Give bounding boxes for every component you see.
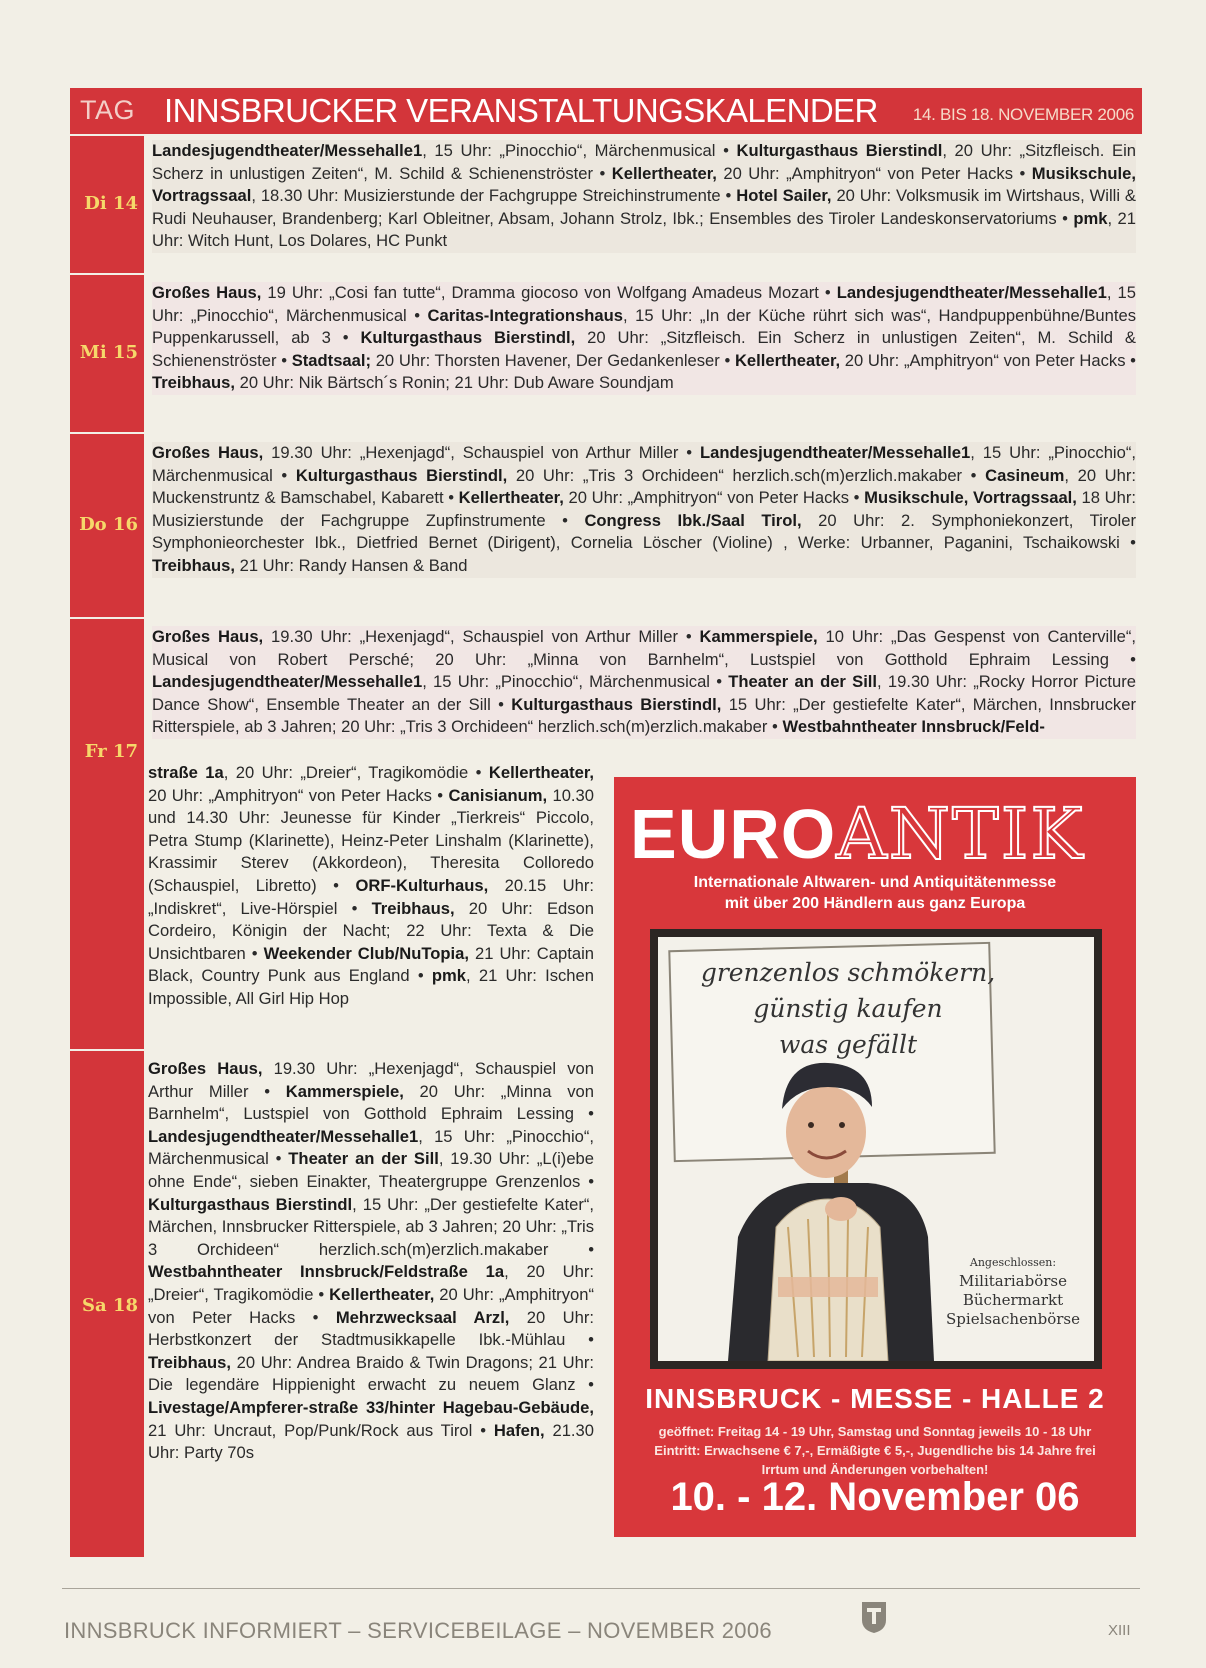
ad-date: 10. - 12. November 06 [670, 1475, 1080, 1519]
ad-opening-hours: geöffnet: Freitag 14 - 19 Uhr, Samstag und Sonntag jeweils 10 - 18 Uhr [658, 1424, 1092, 1439]
day-label: Sa 18 [82, 1295, 138, 1316]
ad-subtitle [614, 872, 1136, 914]
ad-info [614, 1422, 1136, 1479]
ad-slogan [688, 955, 1008, 1063]
ad-attached-2: Büchermarkt [962, 1291, 1064, 1309]
ad-attached-3: Spielsachenbörse [946, 1310, 1080, 1328]
day-entries-mi-15: Großes Haus, 19 Uhr: „Cosi fan tutte“, Dramma giocoso von Wolfgang Amadeus Mozart • Landesjugendtheater/Messehalle1, 15 Uhr: „Pinocchio“, Märchenmusical • Caritas-Integrationshaus, 15 Uhr: „In der Küche rührt sich was“, Handpuppenbühne/Buntes Puppenkarussell, ab 3 • Kulturgasthaus Bierstindl, 20 Uhr: „Sitzfleisch. Ein Scherz in unlustigen Zeiten“, M. Schild & Schienenströster • Stadtsaal; 20 Uhr: Thorsten Havener, Der Gedankenleser • Kellertheater, 20 Uhr: „Amphitryon“ von Peter Hacks • Treibhaus, 20 Uhr: Nik Bärtsch´s Ronin; 21 Uhr: Dub Aware Soundjam [152, 282, 1136, 395]
ad-attached-title: Angeschlossen: [969, 1256, 1057, 1269]
header-tag: TAG [80, 95, 135, 125]
day-entries-fr-17-continued: straße 1a, 20 Uhr: „Dreier“, Tragikomödie • Kellertheater, 20 Uhr: „Amphitryon“ von Peter Hacks • Canisianum, 10.30 und 14.30 Uhr: Jeunesse für Kinder „Tierkreis“ Piccolo, Petra Stump (Klarinette), Heinz-Peter Linshalm (Klarinette), Krassimir Sterev (Akkordeon), Theresita Colloredo (Schauspiel, Libretto) • ORF-Kulturhaus, 20.15 Uhr: „Indiskret“, Live-Hörspiel • Treibhaus, 20 Uhr: Edson Cordeiro, Königin der Nacht; 22 Uhr: Texta & Die Unsichtbaren • Weekender Club/NuTopia, 21 Uhr: Captain Black, Country Punk aus England • pmk, 21 Uhr: Ischen Impossible, All Girl Hip Hop [148, 763, 595, 1008]
day-entries-di-14: Landesjugendtheater/Messehalle1, 15 Uhr: „Pinocchio“, Märchenmusical • Kulturgasthaus Bierstindl, 20 Uhr: „Sitzfleisch. Ein Scherz in unlustigen Zeiten“, M. Schild & Schienenströster • Kellertheater, 20 Uhr: „Amphitryon“ von Peter Hacks • Musikschule, Vortragssaal, 18.30 Uhr: Musizierstunde der Fachgruppe Streichinstrumente • Hotel Sailer, 20 Uhr: Volksmusik im Wirtshaus, Willi & Rudi Neuhauser, Brandenberg; Karl Obleitner, Absam, Johann Strolz, Ibk.; Ensembles des Tiroler Landeskonservatoriums • pmk, 21 Uhr: Witch Hunt, Los Dolares, HC Punkt [152, 140, 1136, 253]
ad-brand-part2: ANTIK [836, 793, 1085, 875]
day-cell-do-16 [70, 432, 144, 617]
day-cell-di-14 [70, 134, 144, 273]
day-entries-fr-17: Großes Haus, 19.30 Uhr: „Hexenjagd“, Schauspiel von Arthur Miller • Kammerspiele, 10 Uhr: „Das Gespenst von Canterville“, Musical von Robert Persché; 20 Uhr: „Minna von Barnhelm“, Lustspiel von Gotthold Ephraim Lessing • Landesjugendtheater/Messehalle1, 15 Uhr: „Pinocchio“, Märchenmusical • Theater an der Sill, 19.30 Uhr: „Rocky Horror Picture Dance Show“, Ensemble Theater an der Sill • Kulturgasthaus Bierstindl, 15 Uhr: „Der gestiefelte Kater“, Märchen, Innsbrucker Ritterspiele, ab 3 Jahren; 20 Uhr: „Tris 3 Orchideen“ herzlich.sch(m)erzlich.makaber • Westbahntheater Innsbruck/Feld- [152, 626, 1136, 739]
ad-location: INNSBRUCK - MESSE - HALLE 2 [645, 1383, 1105, 1414]
ad-slogan-line3: was gefällt [778, 1030, 918, 1059]
ad-attached-1: Militariabörse [958, 1272, 1067, 1290]
day-label: Fr 17 [84, 741, 138, 762]
ad-disclaimer: Irrtum und Änderungen vorbehalten! [761, 1462, 989, 1477]
footer-divider [62, 1588, 1140, 1589]
header-title: INNSBRUCKER VERANSTALTUNGSKALENDER [164, 92, 878, 129]
page-number: XIII [1108, 1622, 1131, 1639]
day-cell-fr-17 [70, 617, 144, 1049]
day-entries-do-16: Großes Haus, 19.30 Uhr: „Hexenjagd“, Schauspiel von Arthur Miller • Landesjugendtheater/Messehalle1, 15 Uhr: „Pinocchio“, Märchenmusical • Kulturgasthaus Bierstindl, 20 Uhr: „Tris 3 Orchideen“ herzlich.sch(m)erzlich.makaber • Casineum, 20 Uhr: Muckenstruntz & Bamschabel, Kabarett • Kellertheater, 20 Uhr: „Amphitryon“ von Peter Hacks • Musikschule, Vortragssaal, 18 Uhr: Musizierstunde der Fachgruppe Zupfinstrumente • Congress Ibk./Saal Tirol, 20 Uhr: 2. Symphoniekonzert, Tiroler Symphonieorchester Ibk., Dietfried Bernet (Dirigent), Cornelia Löscher (Violine) , Werke: Urbanner, Paganini, Tschaikowski • Treibhaus, 21 Uhr: Randy Hansen & Band [152, 442, 1136, 578]
ad-slogan-line2: günstig kaufen [753, 994, 943, 1023]
header-dates: 14. BIS 18. NOVEMBER 2006 [912, 105, 1134, 124]
city-crest-icon [860, 1600, 888, 1634]
ad-subtitle-line2: mit über 200 Händlern aus ganz Europa [724, 895, 1026, 912]
day-cell-mi-15 [70, 273, 144, 432]
day-label: Di 14 [84, 193, 138, 214]
ad-poster [650, 929, 1102, 1369]
day-label: Do 16 [79, 514, 138, 535]
ad-subtitle-line1: Internationale Altwaren- und Antiquitätenmesse [693, 874, 1057, 891]
day-label: Mi 15 [79, 342, 138, 363]
footer-title: INNSBRUCK INFORMIERT – SERVICEBEILAGE – NOVEMBER 2006 [64, 1618, 772, 1643]
day-entries-sa-18: Großes Haus, 19.30 Uhr: „Hexenjagd“, Schauspiel von Arthur Miller • Kammerspiele, 20 Uhr: „Minna von Barnhelm“, Lustspiel von Gotthold Ephraim Lessing • Landesjugendtheater/Messehalle1, 15 Uhr: „Pinocchio“, Märchenmusical • Theater an der Sill, 19.30 Uhr: „L(i)ebe ohne Ende“, sieben Einakter, Theatergruppe Grenzenlos • Kulturgasthaus Bierstindl, 15 Uhr: „Der gestiefelte Kater“, Märchen, Innsbrucker Ritterspiele, ab 3 Jahren; 20 Uhr: „Tris 3 Orchideen“ herzlich.sch(m)erzlich.makaber • Westbahntheater Innsbruck/Feldstraße 1a, 20 Uhr: „Dreier“, Tragikomödie • Kellertheater, 20 Uhr: „Amphitryon“ von Peter Hacks • Mehrzwecksaal Arzl, 20 Uhr: Herbstkonzert der Stadtmusikkapelle Ibk.-Mühlau • Treibhaus, 20 Uhr: Andrea Braido & Twin Dragons; 21 Uhr: Die legendäre Hippienight erwacht zu neuem Glanz • Livestage/Ampferer-straße 33/hinter Hagebau-Gebäude, 21 Uhr: Uncraut, Pop/Punk/Rock aus Tirol • Hafen, 21.30 Uhr: Party 70s [148, 1059, 595, 1463]
calendar-header [70, 88, 1142, 134]
ad-brand [630, 793, 1085, 875]
day-cell-sa-18 [70, 1049, 144, 1557]
ad-attached-markets [938, 1253, 1088, 1329]
ad-brand-part1: EURO [630, 795, 837, 873]
euroantik-advertisement [614, 777, 1136, 1537]
ad-admission: Eintritt: Erwachsene € 7,-, Ermäßigte € 5,-, Jugendliche bis 14 Jahre frei [654, 1443, 1096, 1458]
ad-slogan-line1: grenzenlos schmökern, [700, 958, 996, 987]
